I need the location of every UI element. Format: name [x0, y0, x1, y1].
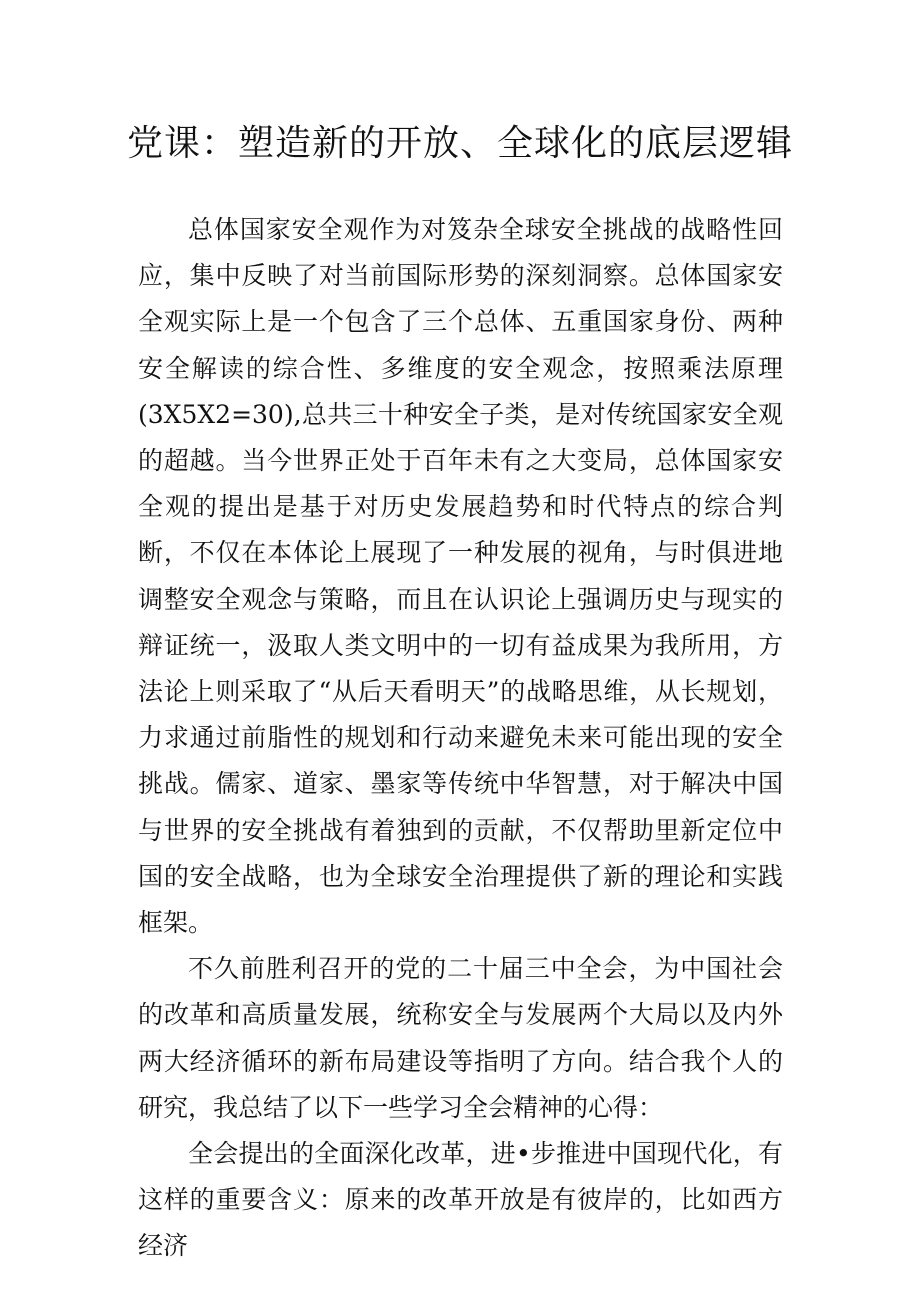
document-title: 党课：塑造新的开放、全球化的底层逻辑	[126, 123, 793, 164]
paragraph: 总体国家安全观作为对笈杂全球安全挑战的战略性回应，集中反映了对当前国际形势的深刻洞察。总体国家安全观实际上是一个包含了三个总体、五重国家身份、两种安全解读的综合性、多维度的安全观念，按照乘法原理(3X5X2=30),总共三十种安全子类，是对传统国家安全观的超越。当今世界正处于百年未有之大变局，总体国家安全观的提出是基于对历史发展趋势和时代特点的综合判断，不仅在本体论上展现了一种发展的视角，与时俱进地调整安全观念与策略，而且在认识论上强调历史与现实的辩证统一，汲取人类文明中的一切有益成果为我所用，方法论上则采取了“从后天看明天”的战略思维，从长规划，力求通过前脂性的规划和行动来避免未来可能出现的安全挑战。儒家、道家、墨家等传统中华智慧，对于解决中国与世界的安全挑战有着独到的贡献，不仅帮助里新定位中国的安全战略，也为全球安全治理提供了新的理论和实践框架。	[138, 215, 783, 938]
paragraph: 全会提出的全面深化改革，进•步推进中国现代化，有这样的重要含义：原来的改革开放是有彼岸的，比如西方经济	[138, 1139, 783, 1261]
paragraph: 不久前胜利召开的党的二十届三中全会，为中国社会的改革和高质量发展，统称安全与发展两个大局以及内外两大经济循环的新布局建设等指明了方向。结合我个人的研究，我总结了以下一些学习全会精神的心得：	[138, 954, 783, 1122]
document-body	[138, 207, 783, 1270]
